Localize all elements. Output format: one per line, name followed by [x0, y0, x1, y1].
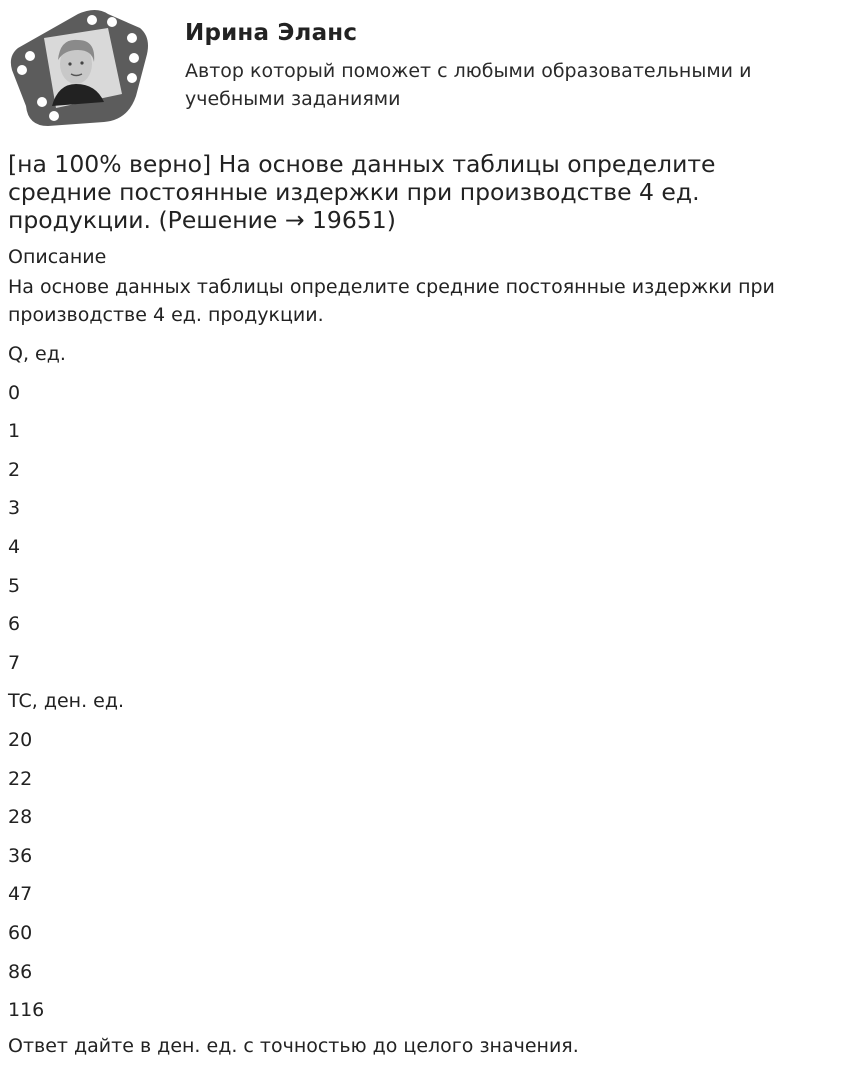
table-row: 1	[8, 420, 21, 443]
table-row-header-q: Q, ед.	[8, 343, 66, 365]
table-row-header-tc: TC, ден. ед.	[8, 690, 125, 713]
table-row: 36	[8, 844, 33, 867]
table-row: 20	[8, 728, 33, 751]
table-row: 28	[8, 806, 33, 829]
table-row: 7	[8, 651, 21, 674]
table-row: 3	[8, 497, 21, 520]
data-rows	[8, 342, 808, 1037]
table-row: 47	[8, 883, 33, 906]
avatar-image	[8, 8, 150, 128]
table-row: 2	[8, 458, 21, 481]
table-row: 5	[8, 574, 21, 597]
task-description: На основе данных таблицы определите средние постоянные издержки при производстве 4 ед. продукции.	[8, 276, 775, 326]
page-title: [на 100% верно] На основе данных таблицы определите средние постоянные издержки при производстве 4 ед. продукции. (Решение → 19651)	[8, 150, 716, 234]
table-row: 6	[8, 613, 21, 636]
table-row: 0	[8, 381, 21, 404]
author-name[interactable]: Ирина Эланс	[185, 20, 358, 46]
table-row: 22	[8, 767, 33, 790]
table-row: 86	[8, 960, 33, 983]
table-row: 4	[8, 535, 21, 558]
table-row: 60	[8, 921, 33, 944]
author-avatar[interactable]	[8, 8, 150, 128]
author-description: Автор который поможет с любыми образовательными и учебными заданиями	[185, 60, 752, 110]
table-row: 116	[8, 999, 45, 1022]
author-header	[8, 8, 839, 128]
answer-note: Ответ дайте в ден. ед. с точностью до целого значения.	[8, 1035, 579, 1057]
section-label-description: Описание	[8, 246, 107, 268]
